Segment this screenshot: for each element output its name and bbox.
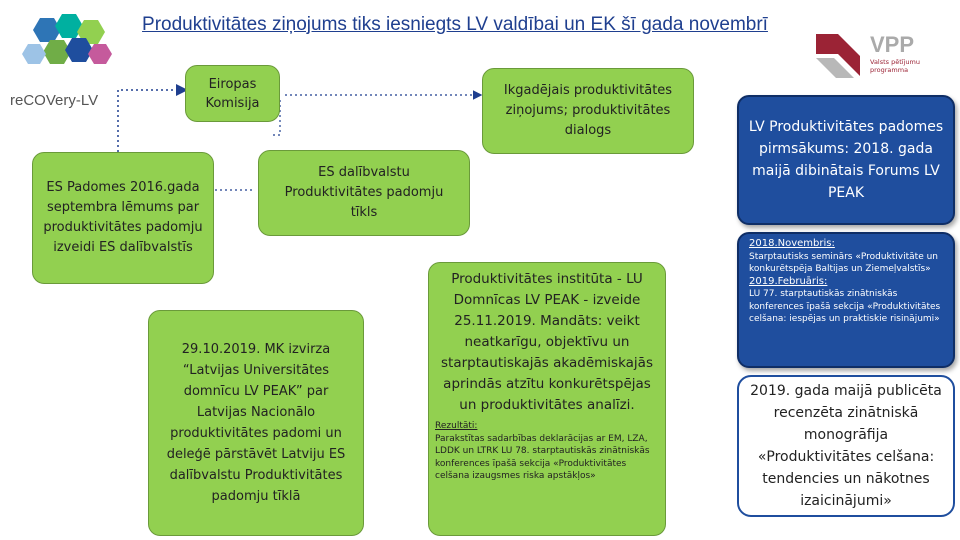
nov-2018-label: 2018.Novembris: xyxy=(749,238,835,249)
nov-2018-text: Starptautisks seminārs «Produktivitāte un konkurētspēja Baltijas un Ziemeļvalstīs» xyxy=(749,251,939,274)
page-title: Produktivitātes ziņojums tiks iesniegts LV valdībai un EK šī gada novembrī xyxy=(142,14,768,35)
es-padomes-text: ES Padomes 2016.gada septembra lēmums par produktivitātes padomju izveidi ES dalībvalstīs xyxy=(43,180,203,255)
mk-box xyxy=(148,310,364,536)
monografija-box xyxy=(737,375,955,517)
vpp-logo-text: VPP xyxy=(870,32,915,57)
lv-padomes-text: LV Produktivitātes padomes pirmsākums: 2018. gada maijā dibinātais Forums LV PEAK xyxy=(748,119,944,201)
ikgadejais-text: Ikgadējais produktivitātes ziņojums; produktivitātes dialogs xyxy=(503,83,673,138)
rezultati-label: Rezultāti: xyxy=(435,421,478,431)
es-padomes-box xyxy=(32,152,214,284)
feb-2019-text: LU 77. starptautiskās zinātniskās konferences īpašā sekcija «Produktivitātes celšana: iespējas un praktiskie risinājumi» xyxy=(749,289,941,324)
es-dalibvalstu-box xyxy=(258,150,470,236)
events-box xyxy=(737,232,955,368)
eiropas-komisija-box xyxy=(185,65,280,122)
recovery-logo-text: reCOVery-LV xyxy=(10,92,99,109)
vpp-logo-subtext: Valsts pētījumu programma xyxy=(870,58,920,74)
institut-box xyxy=(428,262,666,536)
eiropas-komisija-text: Eiropas Komisija xyxy=(205,76,260,111)
feb-2019-label: 2019.Februāris: xyxy=(749,275,828,287)
es-dalibvalstu-text: ES dalībvalstu Produktivitātes padomju tīkls xyxy=(284,165,444,220)
rezultati-text: Parakstītas sadarbības deklarācijas ar EM, LZA, LDDK un LTRK LU 78. starptautiskās zinātniskās konferences īpašā sekcija «Produktivitātes celšana izaugsmes riska apstākļos» xyxy=(435,433,650,481)
mk-text: 29.10.2019. MK izvirza “Latvijas Universitātes domnīcu LV PEAK” par Latvijas Nacionālo produktivitātes padomi un deleģē pārstāvēt Latviju ES dalībvalstu Produktivitātes padomju tīklā xyxy=(166,342,346,504)
institut-main-text: Produktivitātes institūta - LU Domnīcas LV PEAK - izveide 25.11.2019. Mandāts: veikt neatkarīgu, objektīvu un starptautiskajās akadēmiskajās aprindās atzītu konkurētspējas un produktivitātes analīzi. xyxy=(441,271,653,413)
lv-padomes-box xyxy=(737,95,955,225)
monografija-text: 2019. gada maijā publicēta recenzēta zinātniskā monogrāfija «Produktivitātes celšana: tendencies un nākotnes izaicinājumi» xyxy=(750,383,942,509)
ikgadejais-box xyxy=(482,68,694,154)
